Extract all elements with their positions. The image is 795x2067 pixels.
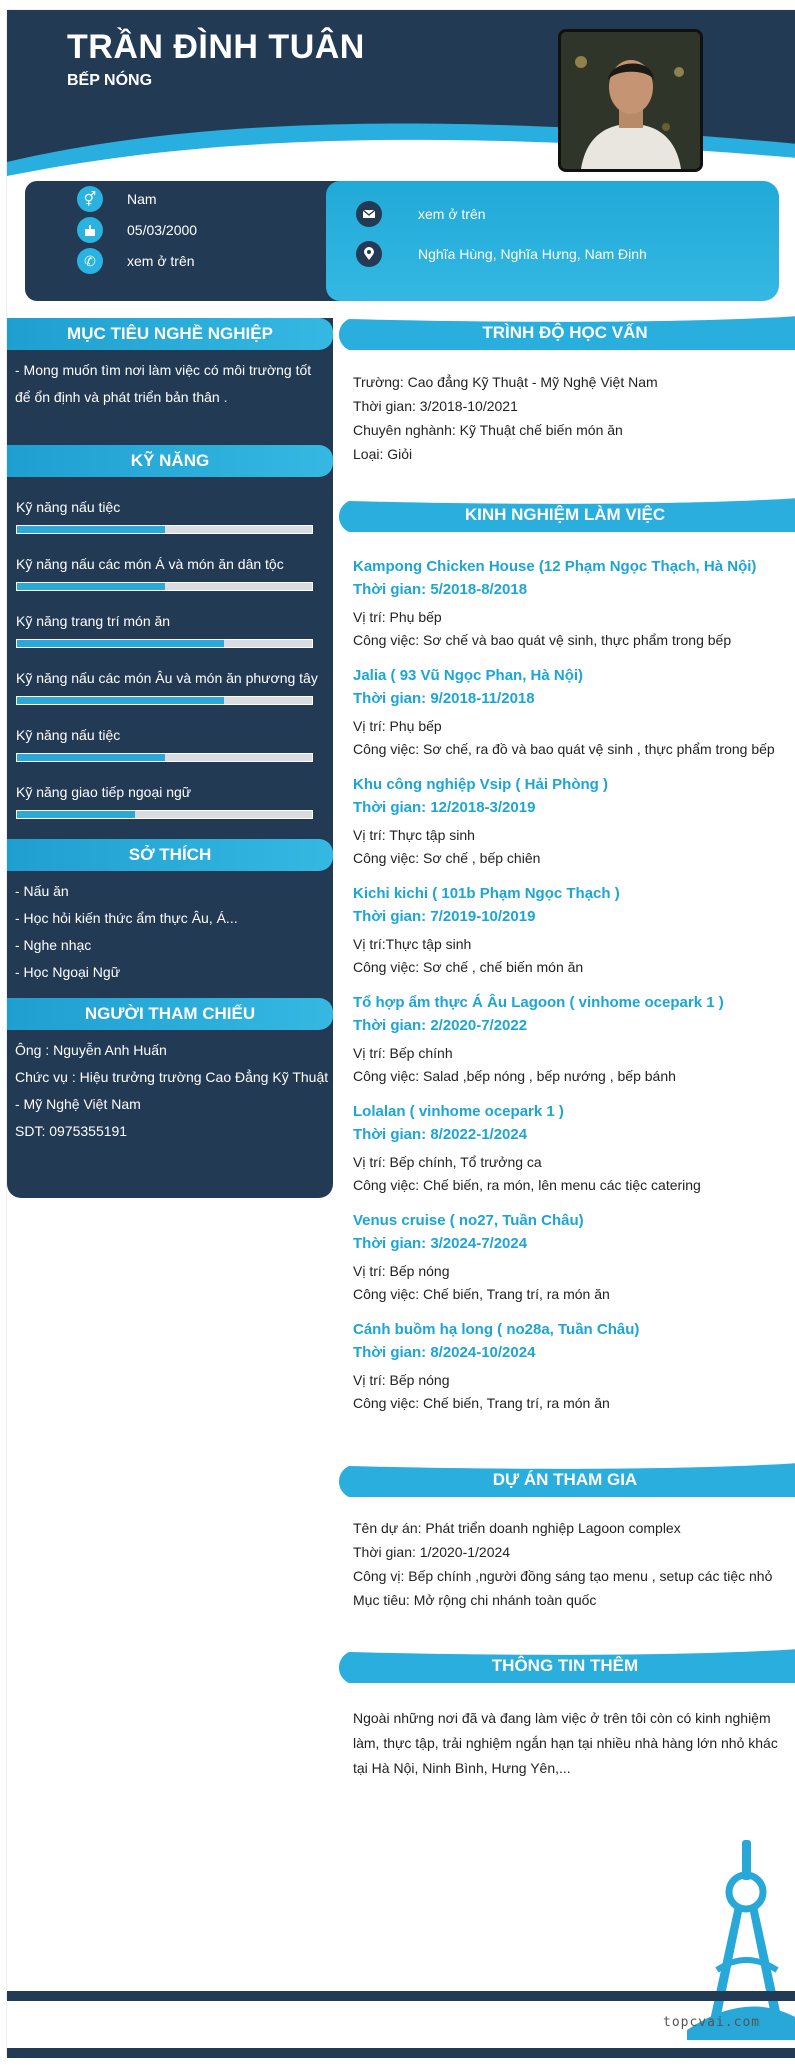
job-place: Cánh buồm hạ long ( no28a, Tuần Châu) <box>353 1321 640 1338</box>
skill-progress-fill <box>17 811 135 818</box>
skill-progress-fill <box>17 583 165 590</box>
skill-progress-fill <box>17 754 165 761</box>
footer-bar-top <box>7 1991 795 2001</box>
job-place: Kampong Chicken House (12 Phạm Ngọc Thạch, Hà Nội) <box>353 558 757 575</box>
job-role: Vị trí: Bếp chính <box>353 1045 453 1061</box>
education-details <box>353 370 658 466</box>
phone-row <box>77 248 195 274</box>
job-place: Kichi kichi ( 101b Phạm Ngọc Thạch ) <box>353 885 620 902</box>
job-role: Vị trí: Phụ bếp <box>353 718 442 734</box>
skill-progress-fill <box>17 697 224 704</box>
job-time: Thời gian: 7/2019-10/2019 <box>353 908 536 925</box>
address-row <box>356 241 647 267</box>
skill-progress-bar <box>16 639 313 648</box>
job-place: Tổ hợp ẩm thực Á Âu Lagoon ( vinhome ocepark 1 ) <box>353 994 724 1011</box>
hobby-item: - Nấu ăn <box>15 883 69 899</box>
skill-progress-bar <box>16 582 313 591</box>
extra-text: Ngoài những nơi đã và đang làm việc ở trên tôi còn có kinh nghiệm làm, thực tập, trải nghiệm ngắn hạn tại nhiều nhà hàng lớn nhỏ khác tại Hà Nội, Ninh Bình, Hưng Yên,... <box>353 1710 778 1776</box>
skill-label: Kỹ năng giao tiếp ngoại ngữ <box>16 784 192 800</box>
job-place: Jalia ( 93 Vũ Ngọc Phan, Hà Nội) <box>353 667 584 684</box>
skill-label: Kỹ năng nấu tiệc <box>16 727 121 743</box>
skill-label: Kỹ năng nấu tiệc <box>16 499 121 515</box>
skill-progress-bar <box>16 810 313 819</box>
job-role: Vị trí: Phụ bếp <box>353 609 442 625</box>
objective-text: - Mong muốn tìm nơi làm việc có môi trường tốt để ổn định và phát triển bản thân . <box>15 362 312 405</box>
job-duty: Công việc: Chế biến, Trang trí, ra món ăn <box>353 1286 610 1302</box>
education-grade: Loại: Giỏi <box>353 446 413 462</box>
job-time: Thời gian: 12/2018-3/2019 <box>353 799 536 816</box>
education-heading: TRÌNH ĐỘ HỌC VẤN <box>482 323 648 342</box>
avatar <box>558 29 703 172</box>
job-time: Thời gian: 8/2022-1/2024 <box>353 1126 528 1143</box>
skills-heading: KỸ NĂNG <box>7 445 333 477</box>
skill-progress-fill <box>17 640 224 647</box>
job-time: Thời gian: 3/2024-7/2024 <box>353 1235 528 1252</box>
gender-value: Nam <box>127 191 157 207</box>
watermark: topcvai.com <box>663 2015 761 2030</box>
experience-heading-bar <box>332 498 795 532</box>
skill-progress-bar <box>16 696 313 705</box>
job-duty: Công việc: Sơ chế , bếp chiên <box>353 850 541 866</box>
job-entry <box>353 882 620 979</box>
project-role: Công vị: Bếp chính ,người đồng sáng tạo menu , setup các tiệc nhỏ <box>353 1568 773 1584</box>
cv-sheet <box>6 9 795 2057</box>
job-entry <box>353 555 756 652</box>
job-entry <box>353 1209 610 1306</box>
gender-icon: ⚥ <box>77 186 103 212</box>
email-icon <box>356 201 382 227</box>
job-role: Vị trí:Thực tập sinh <box>353 936 472 952</box>
projects-heading: DỰ ÁN THAM GIA <box>492 1470 638 1489</box>
skill-label: Kỹ năng nấu các món Á và món ăn dân tộc <box>16 556 284 572</box>
job-role: Vị trí: Bếp chính, Tổ trưởng ca <box>353 1154 542 1170</box>
address-value: Nghĩa Hùng, Nghĩa Hưng, Nam Định <box>418 246 647 262</box>
job-place: Venus cruise ( no27, Tuần Châu) <box>353 1212 584 1229</box>
skill-progress-fill <box>17 526 165 533</box>
reference-heading: NGƯỜI THAM CHIẾU <box>7 998 333 1030</box>
skill-progress-bar <box>16 753 313 762</box>
skill-label: Kỹ năng nấu các món Âu và món ăn phương tây <box>16 670 318 686</box>
gender-row <box>77 186 157 212</box>
hobby-item: - Học hỏi kiến thức ẩm thực Âu, Á... <box>15 910 238 926</box>
education-heading-bar <box>332 316 795 350</box>
education-school: Trường: Cao đẳng Kỹ Thuật - Mỹ Nghệ Việt Nam <box>353 374 658 390</box>
education-time: Thời gian: 3/2018-10/2021 <box>353 398 518 414</box>
job-duty: Công việc: Sơ chế và bao quát vệ sinh, thực phẩm trong bếp <box>353 632 732 648</box>
contact-panel-left <box>25 181 351 301</box>
job-time: Thời gian: 2/2020-7/2022 <box>353 1017 528 1034</box>
cake-icon <box>77 217 103 243</box>
project-name: Tên dự án: Phát triển doanh nghiệp Lagoon complex <box>353 1520 681 1536</box>
hobbies-list <box>15 878 238 986</box>
extra-heading: THÔNG TIN THÊM <box>491 1656 639 1675</box>
compass-decoration-icon <box>687 1840 795 2040</box>
phone-icon: ✆ <box>77 248 103 274</box>
job-entry <box>353 664 775 761</box>
job-time: Thời gian: 8/2024-10/2024 <box>353 1344 536 1361</box>
phone-value: xem ở trên <box>127 253 195 269</box>
project-goal: Mục tiêu: Mở rộng chi nhánh toàn quốc <box>353 1592 597 1608</box>
skill-label: Kỹ năng trang trí món ăn <box>16 613 171 629</box>
job-role: Vị trí: Bếp nóng <box>353 1263 450 1279</box>
job-entry <box>353 1318 639 1415</box>
experience-heading: KINH NGHIỆM LÀM VIỆC <box>464 505 666 524</box>
job-place: Khu công nghiệp Vsip ( Hải Phòng ) <box>353 776 608 793</box>
birthday-row <box>77 217 197 243</box>
extra-heading-bar <box>332 1649 795 1683</box>
email-row <box>356 201 486 227</box>
hobby-item: - Học Ngoại Ngữ <box>15 964 121 980</box>
email-value: xem ở trên <box>418 206 486 222</box>
project-details <box>353 1516 772 1612</box>
objective-heading: MỤC TIÊU NGHỀ NGHIỆP <box>7 318 333 350</box>
footer-bar-bottom <box>7 2048 795 2058</box>
location-icon <box>356 241 382 267</box>
job-time: Thời gian: 5/2018-8/2018 <box>353 581 528 598</box>
job-time: Thời gian: 9/2018-11/2018 <box>353 690 535 707</box>
skill-progress-bar <box>16 525 313 534</box>
job-duty: Công việc: Chế biến, ra món, lên menu các tiệc catering <box>353 1177 701 1193</box>
job-duty: Công việc: Chế biến, Trang trí, ra món ăn <box>353 1395 610 1411</box>
education-major: Chuyên nghành: Kỹ Thuật chế biến món ăn <box>353 422 623 438</box>
candidate-position: BẾP NÓNG <box>67 72 153 89</box>
job-role: Vị trí: Bếp nóng <box>353 1372 450 1388</box>
hobbies-heading: SỞ THÍCH <box>7 839 333 871</box>
reference-text: Ông : Nguyễn Anh Huấn Chức vụ : Hiệu trưởng trường Cao Đẳng Kỹ Thuật - Mỹ Nghệ Việt Nam SDT: 0975355191 <box>15 1042 329 1139</box>
job-duty: Công việc: Sơ chế , chế biến món ăn <box>353 959 584 975</box>
job-duty: Công việc: Sơ chế, ra đồ và bao quát vệ sinh , thực phẩm trong bếp <box>353 741 775 757</box>
job-duty: Công việc: Salad ,bếp nóng , bếp nướng , bếp bánh <box>353 1068 676 1084</box>
job-entry <box>353 773 608 870</box>
project-time: Thời gian: 1/2020-1/2024 <box>353 1544 511 1560</box>
job-place: Lolalan ( vinhome ocepark 1 ) <box>353 1103 564 1120</box>
job-entry <box>353 1100 701 1197</box>
candidate-name: TRẦN ĐÌNH TUÂN <box>67 28 365 66</box>
projects-heading-bar <box>332 1463 795 1497</box>
job-role: Vị trí: Thực tập sinh <box>353 827 475 843</box>
contact-panel-right <box>326 181 779 301</box>
birthday-value: 05/03/2000 <box>127 222 198 238</box>
hobby-item: - Nghe nhạc <box>15 937 92 953</box>
job-entry <box>353 991 724 1088</box>
